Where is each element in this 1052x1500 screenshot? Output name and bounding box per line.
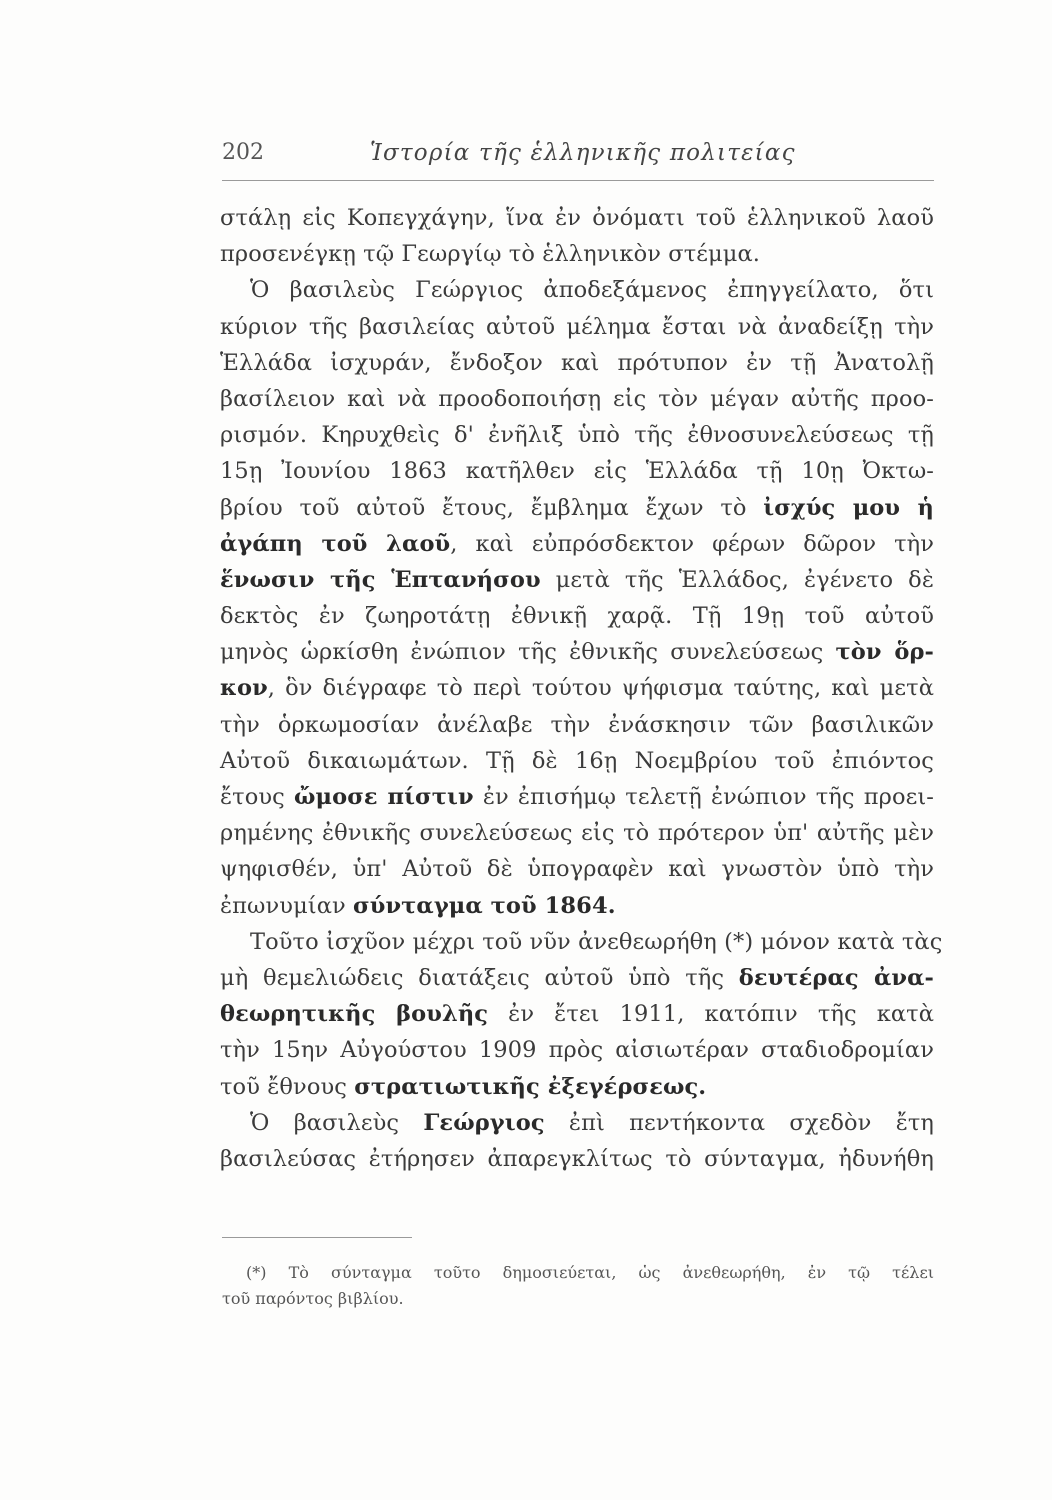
bold-phrase: σύνταγμα τοῦ 1864. bbox=[353, 892, 616, 919]
header-rule bbox=[222, 180, 934, 181]
text-line: δεκτὸς ἐν ζωηροτάτῃ ἐθνικῇ χαρᾷ. Τῇ 19ῃ τοῦ αὐτοῦ bbox=[220, 603, 934, 630]
text-line: Ὁ βασιλεὺς Γεώργιος ἐπὶ πεντήκοντα σχεδὸν ἔτη bbox=[250, 1109, 934, 1136]
text-line: στάλῃ εἰς Κοπεγχάγην, ἵνα ἐν ὀνόματι τοῦ ἑλληνικοῦ λαοῦ bbox=[220, 205, 934, 231]
text-line: Τοῦτο ἰσχῦον μέχρι τοῦ νῦν ἀνεθεωρήθη (*) μόνον κατὰ τὰς bbox=[250, 928, 943, 955]
text-line: Ὁ βασιλεὺς Γεώργιος ἀποδεξάμενος ἐπηγγείλατο, ὅτι bbox=[250, 277, 934, 304]
text-line: κον, ὃν διέγραφε τὸ περὶ τούτου ψήφισμα ταύτης, καὶ μετὰ bbox=[220, 675, 934, 702]
text-line: ρημένης ἐθνικῆς συνελεύσεως εἰς τὸ πρότερον ὑπ' αὐτῆς μὲν bbox=[220, 820, 934, 847]
text-line: κύριον τῆς βασιλείας αὐτοῦ μέλημα ἔσται νὰ ἀναδείξῃ τὴν bbox=[220, 313, 934, 340]
footnote-line: (*) Τὸ σύνταγμα τοῦτο δημοσιεύεται, ὡς ἀνεθεωρήθη, ἐν τῷ τέλει bbox=[246, 1263, 934, 1282]
text-line: 15ῃ Ἰουνίου 1863 κατῆλθεν εἰς Ἑλλάδα τῇ 10ῃ Ὀκτω- bbox=[220, 458, 934, 485]
text-line: τὴν ὁρκωμοσίαν ἀνέλαβε τὴν ἐνάσκησιν τῶν βασιλικῶν bbox=[220, 711, 934, 738]
footnote bbox=[222, 1260, 934, 1312]
bold-phrase: στρατιωτικῆς ἐξεγέρσεως. bbox=[354, 1073, 707, 1100]
text-line: βασιλεύσας ἐτήρησεν ἀπαρεγκλίτως τὸ σύνταγμα, ἠδυνήθη bbox=[220, 1145, 934, 1172]
text-line: Ἑλλάδα ἰσχυράν, ἔνδοξον καὶ πρότυπον ἐν τῇ Ἀνατολῇ bbox=[220, 349, 934, 376]
bold-phrase: ἰσχύς μου ἡ bbox=[763, 494, 934, 521]
text-line: ἐπωνυμίαν σύνταγμα τοῦ 1864. bbox=[220, 892, 616, 919]
body-text bbox=[220, 200, 943, 1177]
text-line: τὴν 15ην Αὐγούστου 1909 πρὸς αἰσιωτέραν σταδιοδρομίαν bbox=[220, 1037, 934, 1064]
bold-phrase: θεωρητικῆς βουλῆς bbox=[220, 1001, 489, 1028]
text-line: βασίλειον καὶ νὰ προοδοποιήσῃ εἰς τὸν μέγαν αὐτῆς προο- bbox=[220, 385, 934, 412]
footnote-line: τοῦ παρόντος βιβλίου. bbox=[222, 1289, 404, 1308]
text-line: ρισμόν. Κηρυχθεὶς δ' ἐνῆλιξ ὑπὸ τῆς ἐθνοσυνελεύσεως τῇ bbox=[220, 422, 934, 449]
bold-phrase: δευτέρας ἀνα- bbox=[738, 964, 934, 991]
page-number: 202 bbox=[222, 140, 264, 165]
text-line: ἔτους ὤμοσε πίστιν ἐν ἐπισήμῳ τελετῇ ἐνώπιον τῆς προει- bbox=[220, 784, 934, 810]
text-line: τοῦ ἔθνους στρατιωτικῆς ἐξεγέρσεως. bbox=[220, 1073, 707, 1100]
bold-phrase: ὤμοσε πίστιν bbox=[294, 784, 474, 810]
text-line: μηνὸς ὡρκίσθη ἐνώπιον τῆς ἐθνικῆς συνελεύσεως τὸν ὅρ- bbox=[220, 639, 934, 666]
text-line: ψηφισθέν, ὑπ' Αὐτοῦ δὲ ὑπογραφὲν καὶ γνωστὸν ὑπὸ τὴν bbox=[220, 856, 934, 883]
text-line: θεωρητικῆς βουλῆς ἐν ἔτει 1911, κατόπιν τῆς κατὰ bbox=[220, 1001, 934, 1028]
bold-phrase: κον bbox=[220, 675, 268, 702]
bold-phrase: ἀγάπη τοῦ λαοῦ bbox=[220, 530, 451, 557]
text-line: μὴ θεμελιώδεις διατάξεις αὐτοῦ ὑπὸ τῆς δευτέρας ἀνα- bbox=[220, 964, 934, 991]
text-line: Αὐτοῦ δικαιωμάτων. Τῇ δὲ 16ῃ Νοεμβρίου τοῦ ἐπιόντος bbox=[220, 747, 934, 774]
text-line: βρίου τοῦ αὐτοῦ ἔτους, ἔμβλημα ἔχων τὸ ἰσχύς μου ἡ bbox=[220, 494, 934, 521]
bold-phrase: τὸν ὅρ- bbox=[835, 639, 934, 666]
bold-phrase: ἕνωσιν τῆς Ἑπτανήσου bbox=[220, 566, 541, 593]
footnote-rule bbox=[222, 1237, 412, 1238]
text-line: προσενέγκῃ τῷ Γεωργίῳ τὸ ἑλληνικὸν στέμμα. bbox=[220, 241, 761, 268]
text-line: ἕνωσιν τῆς Ἑπτανήσου μετὰ τῆς Ἑλλάδος, ἐγένετο δὲ bbox=[220, 566, 934, 593]
running-title: Ἱστορία τῆς ἑλληνικῆς πολιτείας bbox=[370, 140, 796, 166]
page-header bbox=[222, 140, 934, 180]
bold-phrase: Γεώργιος bbox=[423, 1109, 545, 1136]
text-line: ἀγάπη τοῦ λαοῦ, καὶ εὐπρόσδεκτον φέρων δῶρον τὴν bbox=[220, 530, 935, 557]
